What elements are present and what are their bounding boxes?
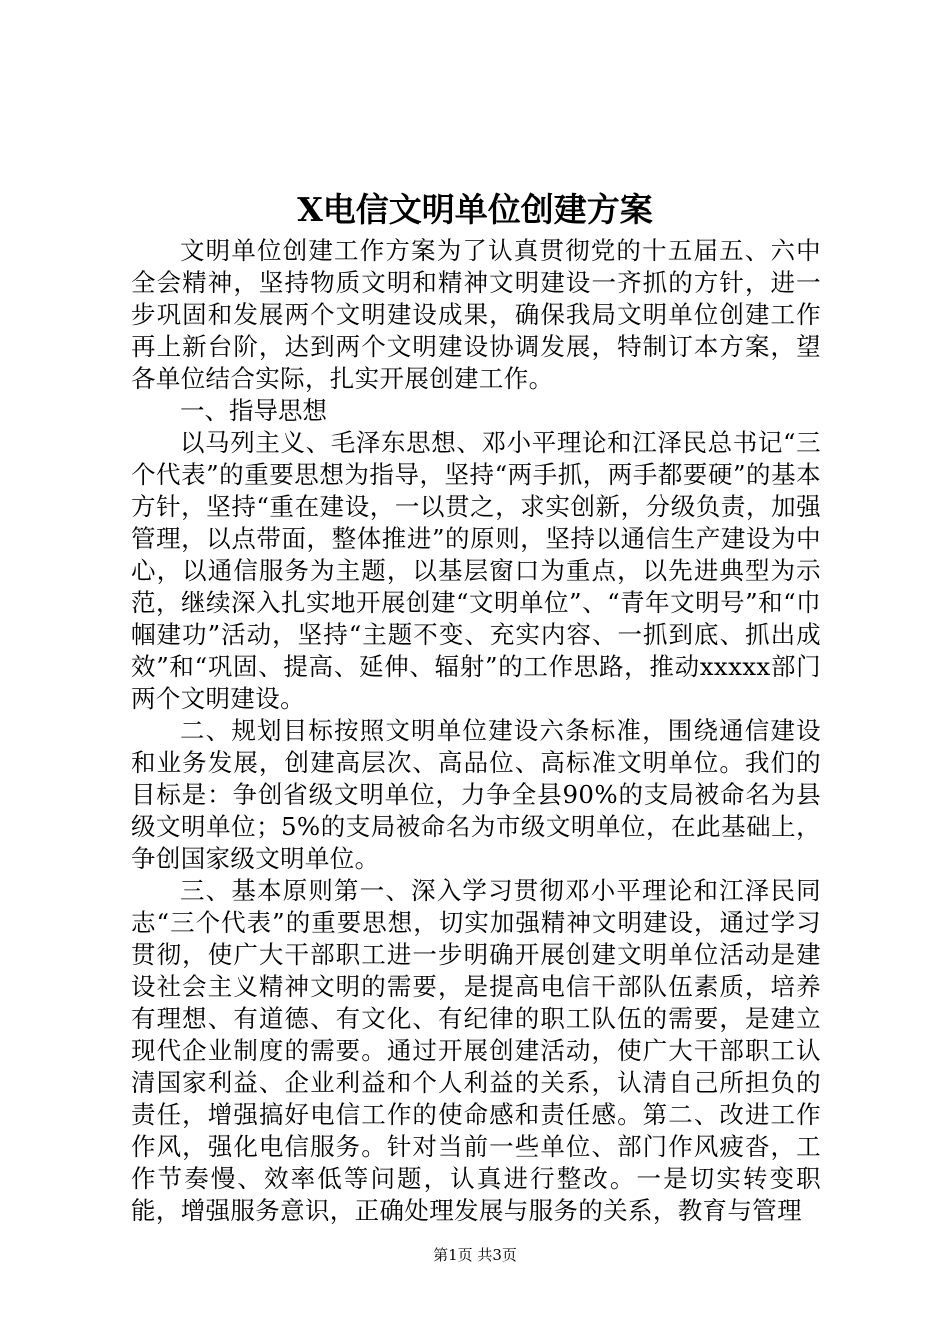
paragraph-guiding-thought: 以马列主义、毛泽东思想、邓小平理论和江泽民总书记“三个代表”的重要思想为指导，坚持“两手抓，两手都要硬”的基本方针，坚持“重在建设，一以贯之，求实创新，分级负责，加强管理，以点带面，整体推进”的原则，坚持以通信生产建设为中心，以通信服务为主题，以基层窗口为重点，以先进典型为示范，继续深入扎实地开展创建“文明单位”、“青年文明号”和“巾帼建功”活动，坚持“主题不变、充实内容、一抓到底、抓出成效”和“巩固、提高、延伸、辐射”的工作思路，推动xxxxx部门两个文明建设。 — [131, 428, 821, 713]
paragraph-intro: 文明单位创建工作方案为了认真贯彻党的十五届五、六中全会精神，坚持物质文明和精神文明建设一齐抓的方针，进一步巩固和发展两个文明建设成果，确保我局文明单位创建工作再上新台阶，达到两个文明建设协调发展，特制订本方案，望各单位结合实际，扎实开展创建工作。 — [131, 236, 821, 393]
section-heading-guiding-thought: 一、指导思想 — [180, 396, 327, 425]
paragraph-basic-principles: 三、基本原则第一、深入学习贯彻邓小平理论和江泽民同志“三个代表”的重要思想，切实加强精神文明建设，通过学习贯彻，使广大干部职工进一步明确开展创建文明单位活动是建设社会主义精神文明的需要，是提高电信干部队伍素质，培养有理想、有道德、有文化、有纪律的职工队伍的需要，是建立现代企业制度的需要。通过开展创建活动，使广大干部职工认清国家利益、企业利益和个人利益的关系，认清自己所担负的责任，增强搞好电信工作的使命感和责任感。第二、改进工作作风，强化电信服务。针对当前一些单位、部门作风疲沓，工作节奏慢、效率低等问题，认真进行整改。一是切实转变职能，增强服务意识，正确处理发展与服务的关系，教育与管理 — [131, 876, 821, 1225]
paragraph-planning-goals: 二、规划目标按照文明单位建设六条标准，围绕通信建设和业务发展，创建高层次、高品位、高标准文明单位。我们的目标是：争创省级文明单位，力争全县90%的支局被命名为县级文明单位；5%的支局被命名为市级文明单位，在此基础上，争创国家级文明单位。 — [131, 716, 821, 873]
document-body — [131, 235, 821, 1227]
page-footer: 第1页 共3页 — [433, 1246, 517, 1264]
document-title: X电信文明单位创建方案 — [297, 190, 653, 229]
